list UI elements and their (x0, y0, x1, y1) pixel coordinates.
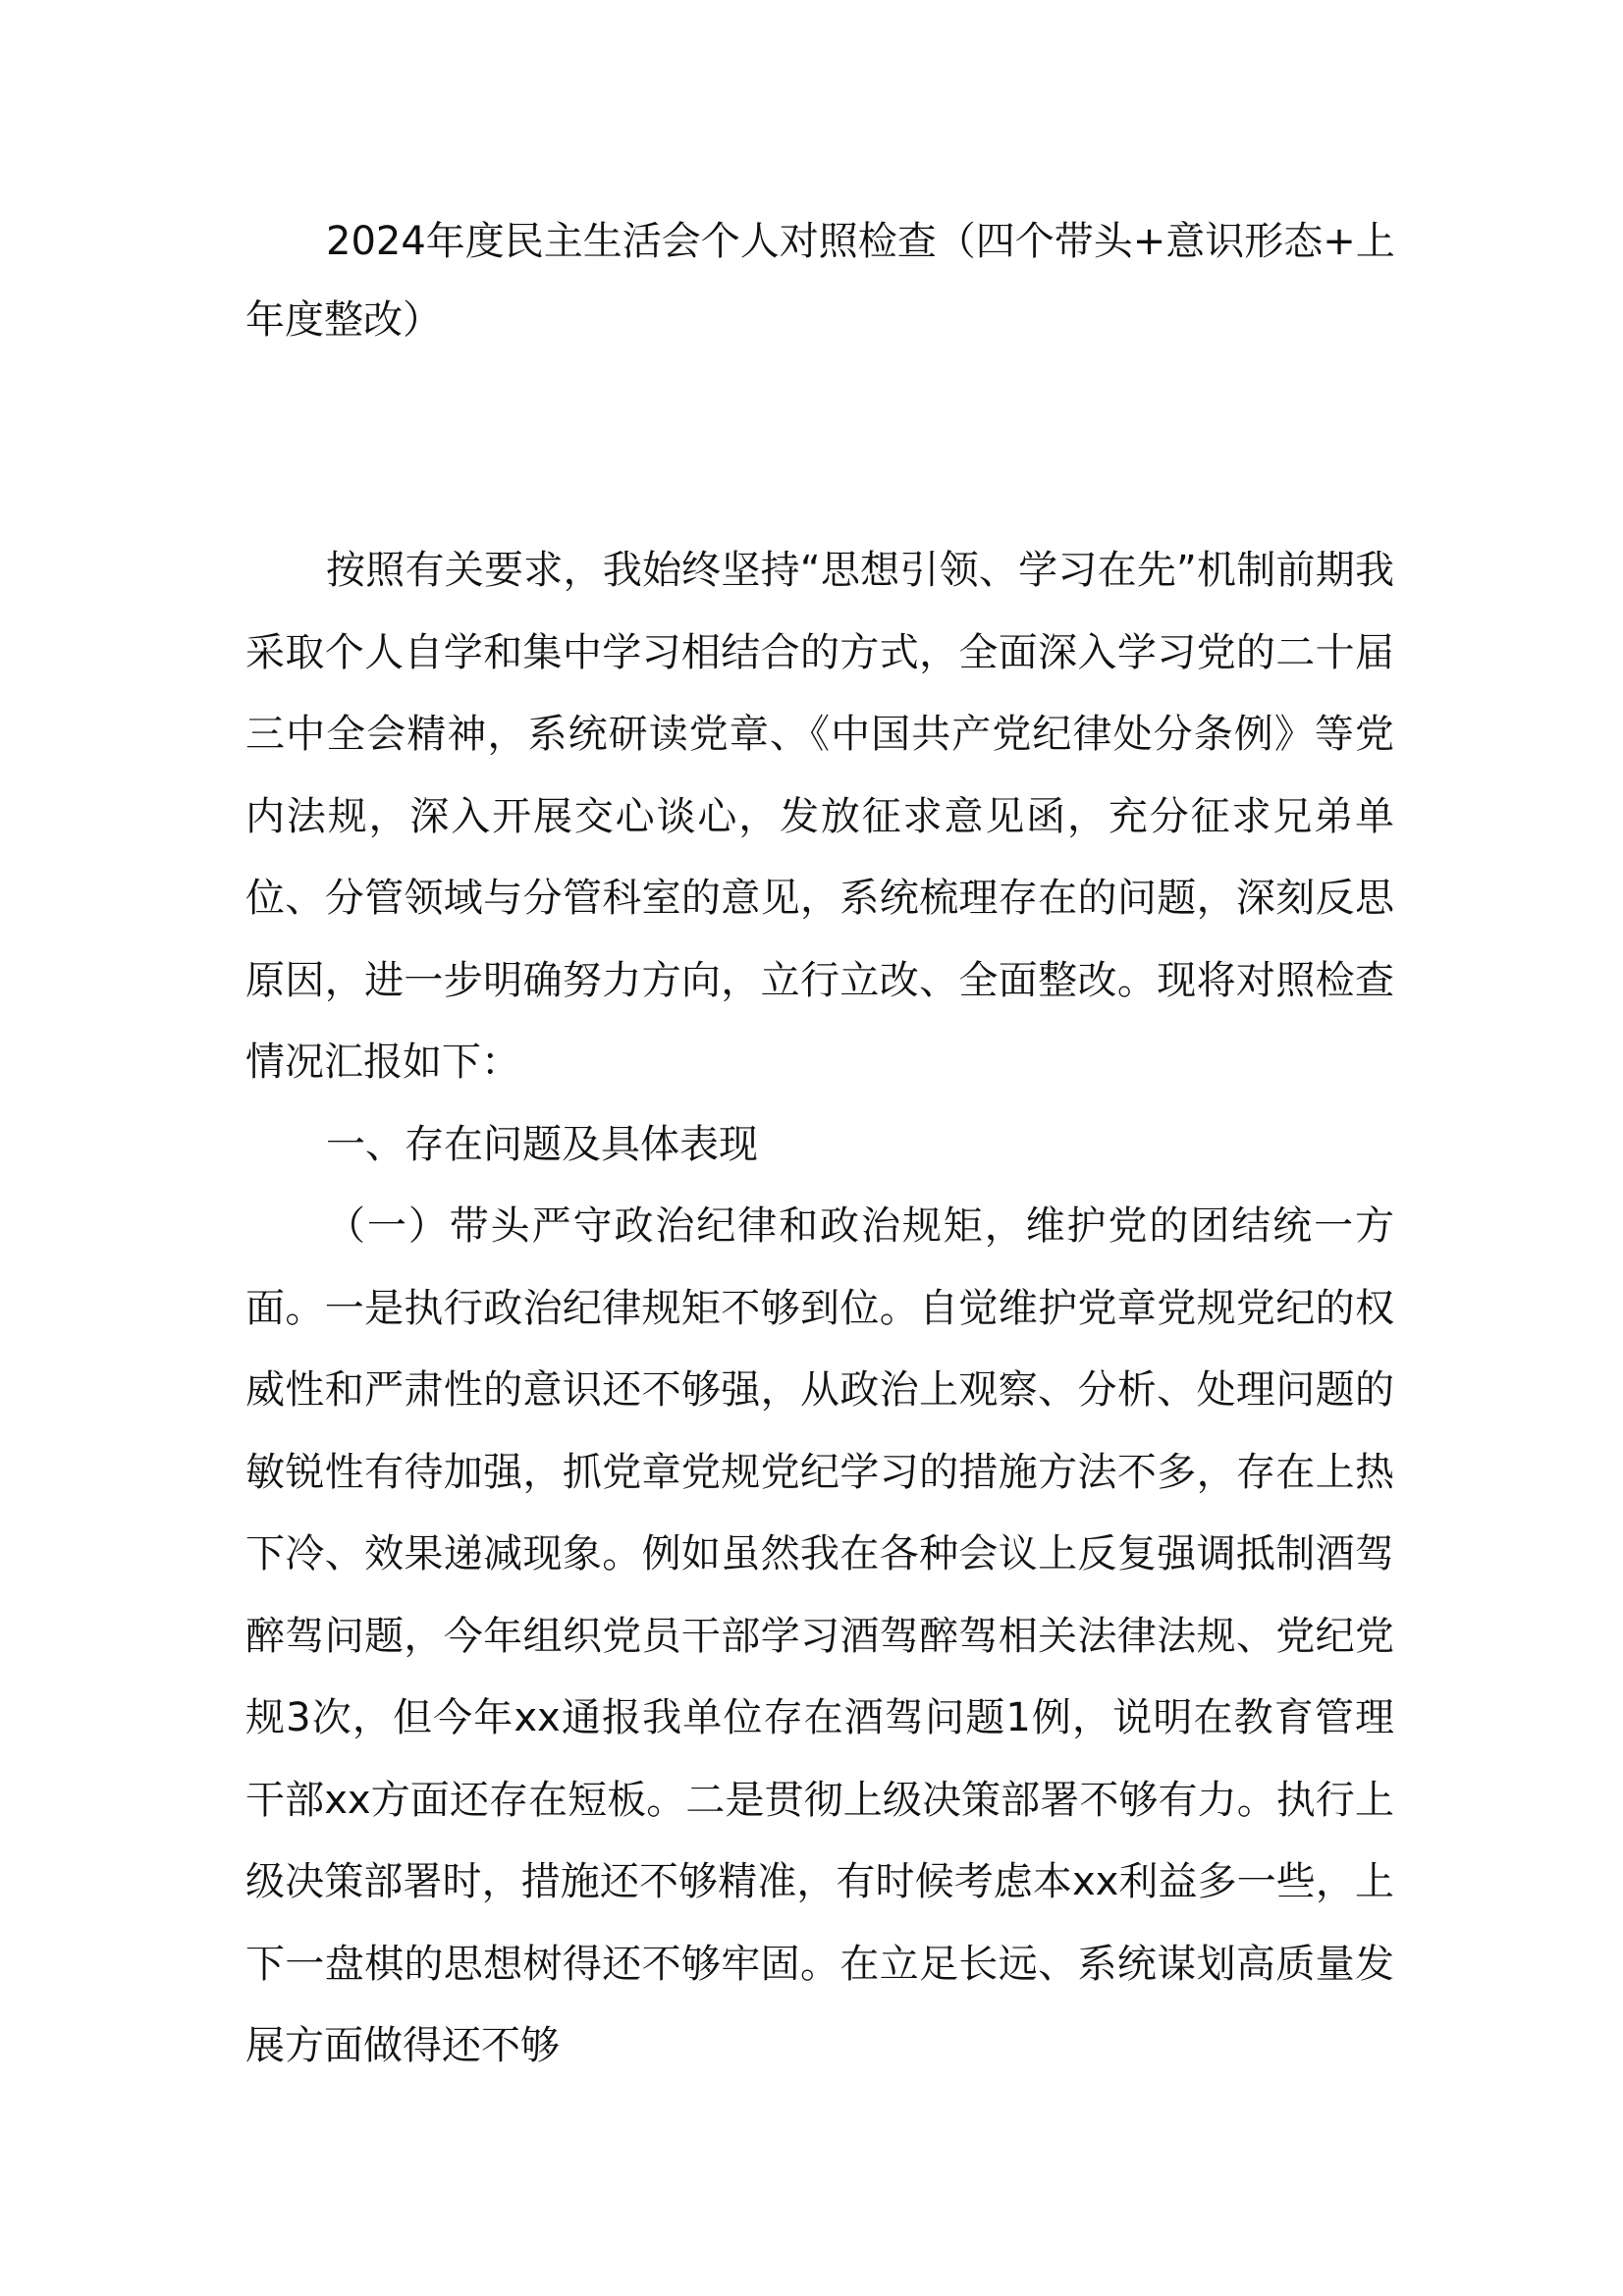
document-body (245, 530, 1394, 2088)
document-title: 2024年度民主生活会个人对照检查（四个带头+意识形态+上年度整改） (245, 219, 1395, 343)
section-heading: 一、存在问题及具体表现 (326, 1121, 758, 1167)
body-paragraph: （一）带头严守政治纪律和政治规矩，维护党的团结统一方面。一是执行政治纪律规矩不够到位。自觉维护党章党规党纪的权威性和严肃性的意识还不够强，从政治上观察、分析、处理问题的敏锐性有待加强，抓党章党规党纪学习的措施方法不多，存在上热下冷、效果递减现象。例如虽然我在各种会议上反复强调抵制酒驾醉驾问题，今年组织党员干部学习酒驾醉驾相关法律法规、党纪党规3次，但今年xx通报我单位存在酒驾问题1例，说明在教育管理干部xx方面还存在短板。二是贯彻上级决策部署不够有力。执行上级决策部署时，措施还不够精准，有时候考虑本xx利益多一些，上下一盘棋的思想树得还不够牢固。在立足长远、系统谋划高质量发展方面做得还不够 (245, 1203, 1394, 2068)
intro-paragraph: 按照有关要求，我始终坚持“思想引领、学习在先”机制前期我采取个人自学和集中学习相结合的方式，全面深入学习党的二十届三中全会精神，系统研读党章、《中国共产党纪律处分条例》等党内法规，深入开展交心谈心，发放征求意见函，充分征求兄弟单位、分管领域与分管科室的意见，系统梳理存在的问题，深刻反思原因，进一步明确努力方向，立行立改、全面整改。现将对照检查情况汇报如下： (245, 548, 1394, 1085)
